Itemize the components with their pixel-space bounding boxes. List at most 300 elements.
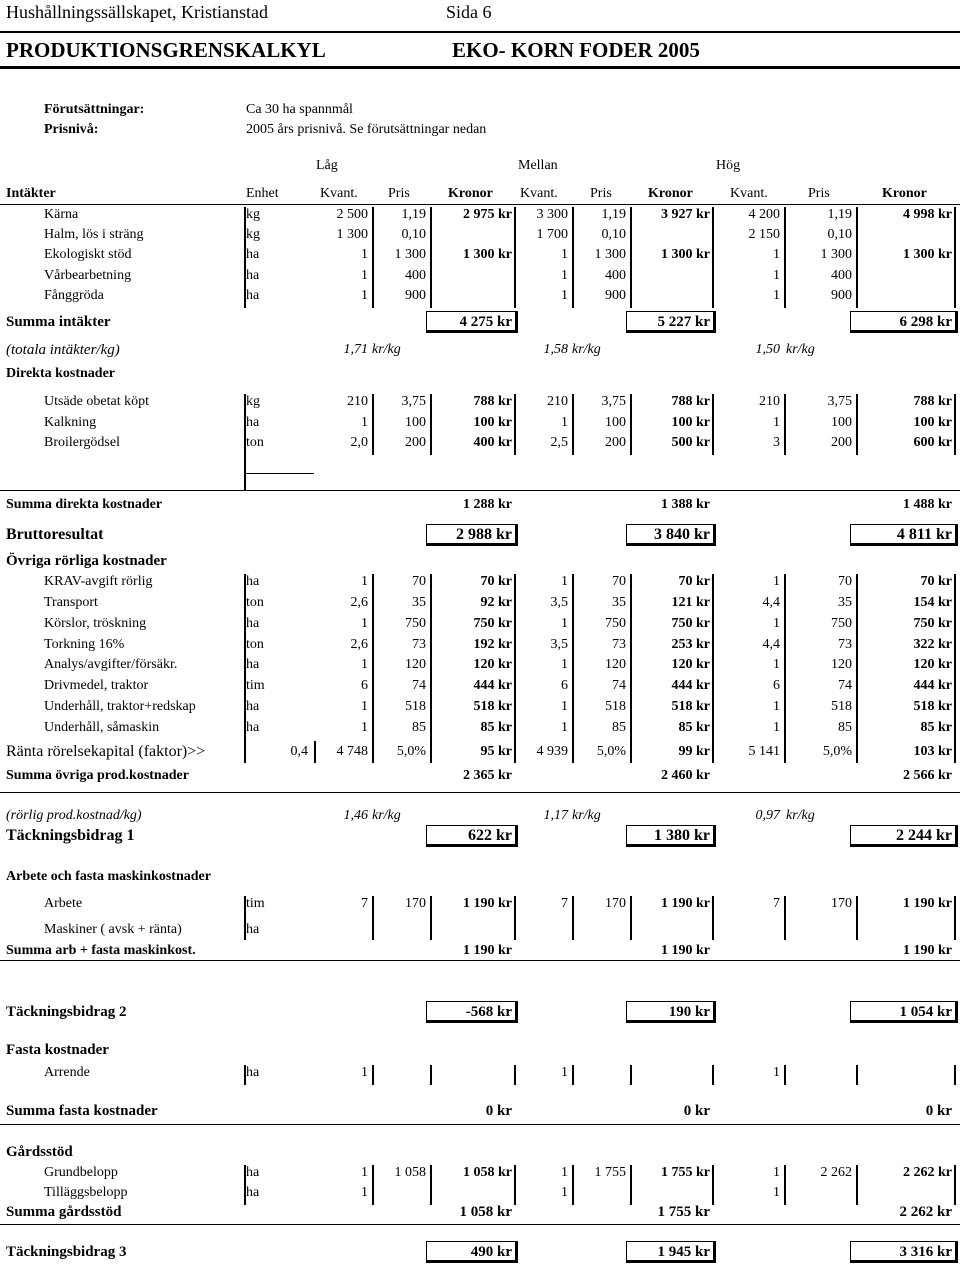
row-label: Utsäde obetat köpt xyxy=(44,394,149,409)
row-label: Kalkning xyxy=(44,415,97,430)
row-cell: 750 xyxy=(605,616,626,631)
row-unit: ha xyxy=(246,574,260,589)
prereq-label: Förutsättningar: xyxy=(44,102,145,117)
ratio-rorlig-label: (rörlig prod.kostnad/kg) xyxy=(6,808,142,823)
row-cell: 1 xyxy=(361,1165,368,1180)
sum-value: 0 kr xyxy=(485,1103,512,1119)
sum-value: 1 054 kr xyxy=(899,1004,952,1020)
section-rule xyxy=(0,490,960,491)
row-cell: 1 xyxy=(561,616,568,631)
row-cell: 170 xyxy=(831,896,852,911)
row-cell: 400 xyxy=(605,268,626,283)
col-unit: Enhet xyxy=(246,186,279,201)
row-unit: ha xyxy=(246,1185,260,1200)
row-cell: 2 975 kr xyxy=(463,207,512,222)
column-rule xyxy=(430,207,432,308)
row-cell: 73 xyxy=(412,637,426,652)
row-cell: 500 kr xyxy=(671,435,710,450)
sum-value: 5 227 kr xyxy=(657,314,710,330)
row-cell: 788 kr xyxy=(473,394,512,409)
row-unit: tim xyxy=(246,896,265,911)
column-rule xyxy=(856,394,858,455)
row-unit: ha xyxy=(246,720,260,735)
column-rule xyxy=(856,1065,858,1085)
row-cell: 200 xyxy=(405,435,426,450)
col-kronor-high: Kronor xyxy=(882,186,927,201)
col-kvant-high: Kvant. xyxy=(730,186,768,201)
row-cell: 1 300 xyxy=(394,247,426,262)
row-cell: 1 xyxy=(773,720,780,735)
row-label: Vårbearbetning xyxy=(44,268,132,283)
prereq-value: Ca 30 ha spannmål xyxy=(246,102,353,117)
row-cell: 1 xyxy=(361,415,368,430)
row-label: Drivmedel, traktor xyxy=(44,678,149,693)
sum-label: Summa arb + fasta maskinkost. xyxy=(6,943,196,958)
col-kvant-mid: Kvant. xyxy=(520,186,558,201)
ratio-intakt-mid: 1,58 xyxy=(543,342,568,357)
section-rule xyxy=(0,960,960,961)
col-kronor-mid: Kronor xyxy=(648,186,693,201)
level-high: Hög xyxy=(716,158,741,173)
row-cell: 750 kr xyxy=(473,616,512,631)
row-cell: 120 kr xyxy=(913,657,952,672)
section-fasta: Fasta kostnader xyxy=(6,1042,109,1058)
row-cell: 1 755 xyxy=(594,1165,626,1180)
column-rule xyxy=(712,741,714,763)
column-rule xyxy=(784,394,786,455)
row-cell: 900 xyxy=(605,288,626,303)
section-gard: Gårdsstöd xyxy=(6,1144,73,1160)
row-cell: 200 xyxy=(605,435,626,450)
row-unit: ha xyxy=(246,1065,260,1080)
section-rule xyxy=(0,1124,960,1125)
ranta-cell: 5,0% xyxy=(596,744,626,759)
row-label: KRAV-avgift rörlig xyxy=(44,574,153,589)
row-cell: 1 xyxy=(773,1065,780,1080)
sum-label: Summa övriga prod.kostnader xyxy=(6,768,189,783)
row-cell: 70 xyxy=(838,574,852,589)
row-cell: 1 xyxy=(773,699,780,714)
row-cell: 0,10 xyxy=(827,227,852,242)
pricelevel-label: Prisnivå: xyxy=(44,122,99,137)
row-cell: 1 xyxy=(361,699,368,714)
sum-value: 4 275 kr xyxy=(459,314,512,330)
row-cell: 750 kr xyxy=(671,616,710,631)
row-cell: 1 xyxy=(561,1185,568,1200)
row-cell: 200 xyxy=(831,435,852,450)
row-cell: 1 xyxy=(773,657,780,672)
row-cell: 518 xyxy=(405,699,426,714)
sum-value: -568 kr xyxy=(465,1004,512,1020)
row-cell: 1 xyxy=(361,657,368,672)
row-label: Underhåll, traktor+redskap xyxy=(44,699,196,714)
row-label: Halm, lös i sträng xyxy=(44,227,144,242)
title-rule-bottom xyxy=(0,66,960,69)
row-cell: 3,75 xyxy=(827,394,852,409)
row-cell: 3,75 xyxy=(401,394,426,409)
ranta-cell: 99 kr xyxy=(678,744,710,759)
column-rule xyxy=(572,1065,574,1085)
row-cell: 70 xyxy=(412,574,426,589)
row-cell: 120 xyxy=(605,657,626,672)
row-cell: 1 xyxy=(361,616,368,631)
row-cell: 100 xyxy=(831,415,852,430)
row-unit: ha xyxy=(246,616,260,631)
row-cell: 4,4 xyxy=(762,637,780,652)
column-rule xyxy=(630,394,632,455)
org-name: Hushållningssällskapet, Kristianstad xyxy=(6,2,268,22)
sum-value: 1 945 kr xyxy=(657,1244,710,1260)
row-cell: 1 xyxy=(361,268,368,283)
sum-value: 2 988 kr xyxy=(456,526,512,543)
row-cell: 120 xyxy=(831,657,852,672)
row-cell: 1 300 kr xyxy=(903,247,952,262)
row-cell: 1 xyxy=(773,247,780,262)
row-cell: 85 xyxy=(612,720,626,735)
sum-value: 3 840 kr xyxy=(654,526,710,543)
sum-value: 1 388 kr xyxy=(661,497,710,512)
col-pris-high: Pris xyxy=(808,186,830,201)
col-pris-low: Pris xyxy=(388,186,410,201)
sum-label: Summa direkta kostnader xyxy=(6,497,163,512)
ratio-rorlig-mid: 1,17 xyxy=(543,808,568,823)
sum-value: 4 811 kr xyxy=(896,526,952,543)
column-rule xyxy=(784,896,786,940)
product-title: EKO- KORN FODER 2005 xyxy=(452,38,700,62)
row-cell: 1 700 xyxy=(536,227,568,242)
column-rule xyxy=(712,207,714,308)
row-cell: 7 xyxy=(361,896,368,911)
column-rule xyxy=(572,1165,574,1205)
row-cell: 70 kr xyxy=(920,574,952,589)
row-cell: 1,19 xyxy=(401,207,426,222)
sum-label: Täckningsbidrag 3 xyxy=(6,1244,127,1260)
row-cell: 1 xyxy=(561,247,568,262)
ratio-intakt-unit: kr/kg xyxy=(786,342,815,357)
column-rule xyxy=(572,207,574,308)
ranta-cell: 4 939 xyxy=(536,744,568,759)
row-cell: 1 190 kr xyxy=(903,896,952,911)
ranta-label: Ränta rörelsekapital (faktor)>> xyxy=(6,743,206,760)
row-cell: 788 kr xyxy=(913,394,952,409)
column-rule xyxy=(372,1065,374,1085)
row-unit: ha xyxy=(246,288,260,303)
column-rule xyxy=(954,741,956,763)
ratio-intakt-high: 1,50 xyxy=(755,342,780,357)
row-cell: 210 xyxy=(347,394,368,409)
column-rule xyxy=(430,574,432,741)
row-cell: 35 xyxy=(838,595,852,610)
column-rule xyxy=(630,1065,632,1085)
row-cell: 3 300 xyxy=(536,207,568,222)
row-cell: 1 300 xyxy=(594,247,626,262)
column-rule xyxy=(856,741,858,763)
column-rule xyxy=(244,574,246,741)
row-cell: 1 xyxy=(561,1065,568,1080)
section-arbete: Arbete och fasta maskinkostnader xyxy=(6,869,211,884)
row-cell: 1,19 xyxy=(601,207,626,222)
row-unit: ha xyxy=(246,657,260,672)
row-cell: 70 xyxy=(612,574,626,589)
row-cell: 0,10 xyxy=(601,227,626,242)
row-cell: 3 xyxy=(773,435,780,450)
row-cell: 100 xyxy=(605,415,626,430)
row-cell: 1 xyxy=(773,268,780,283)
row-cell: 1 xyxy=(561,699,568,714)
cell-rule xyxy=(244,473,314,474)
column-rule xyxy=(784,741,786,763)
section-rule xyxy=(0,792,960,793)
row-cell: 1 xyxy=(561,574,568,589)
row-cell: 3 927 kr xyxy=(661,207,710,222)
column-rule xyxy=(712,574,714,741)
column-rule xyxy=(784,207,786,308)
row-cell: 6 xyxy=(561,678,568,693)
row-cell: 2,6 xyxy=(350,637,368,652)
column-rule xyxy=(372,394,374,455)
row-cell: 85 kr xyxy=(678,720,710,735)
sum-value: 2 365 kr xyxy=(463,768,512,783)
row-cell: 74 xyxy=(612,678,626,693)
column-rule xyxy=(712,1065,714,1085)
row-cell: 518 kr xyxy=(671,699,710,714)
section-ovriga: Övriga rörliga kostnader xyxy=(6,553,167,569)
row-cell: 92 kr xyxy=(480,595,512,610)
row-cell: 85 kr xyxy=(480,720,512,735)
row-cell: 2 150 xyxy=(748,227,780,242)
row-unit: ha xyxy=(246,699,260,714)
row-cell: 1 xyxy=(561,268,568,283)
column-rule xyxy=(954,207,956,308)
ratio-intakt-label: (totala intäkter/kg) xyxy=(6,342,120,358)
column-rule xyxy=(244,1165,246,1205)
sum-value: 2 566 kr xyxy=(903,768,952,783)
row-cell: 1 xyxy=(773,415,780,430)
column-rule xyxy=(514,896,516,940)
row-cell: 100 kr xyxy=(671,415,710,430)
column-rule xyxy=(372,207,374,308)
ranta-cell: 4 748 xyxy=(336,744,368,759)
row-cell: 518 xyxy=(605,699,626,714)
col-pris-mid: Pris xyxy=(590,186,612,201)
title-rule-top xyxy=(0,31,960,33)
row-cell: 74 xyxy=(412,678,426,693)
column-rule xyxy=(630,574,632,741)
sum-label: Täckningsbidrag 2 xyxy=(6,1004,127,1020)
row-cell: 1 190 kr xyxy=(463,896,512,911)
row-cell: 518 kr xyxy=(913,699,952,714)
ratio-intakt-unit: kr/kg xyxy=(572,342,601,357)
row-cell: 1 300 kr xyxy=(661,247,710,262)
row-label: Transport xyxy=(44,595,98,610)
column-rule xyxy=(954,1065,956,1085)
column-rule xyxy=(630,741,632,763)
sum-label: Täckningsbidrag 1 xyxy=(6,827,135,844)
column-rule xyxy=(784,1065,786,1085)
level-mid: Mellan xyxy=(518,158,558,173)
row-cell: 1 xyxy=(361,574,368,589)
row-cell: 1 300 xyxy=(336,227,368,242)
row-cell: 73 xyxy=(612,637,626,652)
row-label: Broilergödsel xyxy=(44,435,120,450)
row-cell: 85 xyxy=(838,720,852,735)
row-cell: 1 xyxy=(361,720,368,735)
col-kronor-low: Kronor xyxy=(448,186,493,201)
row-cell: 750 kr xyxy=(913,616,952,631)
ratio-rorlig-unit: kr/kg xyxy=(572,808,601,823)
sum-value: 2 244 kr xyxy=(896,827,952,844)
row-cell: 2,5 xyxy=(550,435,568,450)
row-cell: 1 xyxy=(561,720,568,735)
row-cell: 1 xyxy=(561,657,568,672)
row-unit: ha xyxy=(246,415,260,430)
sum-value: 0 kr xyxy=(683,1103,710,1119)
sum-value: 3 316 kr xyxy=(899,1244,952,1260)
level-low: Låg xyxy=(316,158,338,173)
row-cell: 1 xyxy=(561,288,568,303)
column-rule xyxy=(430,1065,432,1085)
row-cell: 322 kr xyxy=(913,637,952,652)
row-cell: 4,4 xyxy=(762,595,780,610)
sum-label: Summa gårdsstöd xyxy=(6,1204,122,1220)
row-cell: 1 xyxy=(361,288,368,303)
col-kvant-low: Kvant. xyxy=(320,186,358,201)
column-rule xyxy=(572,896,574,940)
sum-value: 190 kr xyxy=(668,1004,710,1020)
row-cell: 518 kr xyxy=(473,699,512,714)
row-label: Arbete xyxy=(44,896,83,911)
column-rule xyxy=(430,896,432,940)
row-cell: 70 kr xyxy=(678,574,710,589)
row-cell: 74 xyxy=(838,678,852,693)
row-label: Ekologiskt stöd xyxy=(44,247,132,262)
row-cell: 750 xyxy=(405,616,426,631)
column-rule xyxy=(244,896,246,940)
row-cell: 1 xyxy=(361,247,368,262)
column-rule xyxy=(856,1165,858,1205)
ratio-intakt-unit: kr/kg xyxy=(372,342,401,357)
ratio-rorlig-high: 0,97 xyxy=(755,808,780,823)
row-cell: 3,5 xyxy=(550,637,568,652)
column-rule xyxy=(856,574,858,741)
row-cell: 1 xyxy=(773,574,780,589)
column-rule xyxy=(572,574,574,741)
row-cell: 7 xyxy=(773,896,780,911)
column-rule xyxy=(954,1165,956,1205)
row-cell: 120 kr xyxy=(671,657,710,672)
row-cell: 7 xyxy=(561,896,568,911)
row-cell: 444 kr xyxy=(671,678,710,693)
ranta-factor: 0,4 xyxy=(290,744,308,759)
row-cell: 192 kr xyxy=(473,637,512,652)
row-cell: 35 xyxy=(412,595,426,610)
column-rule xyxy=(430,1165,432,1205)
row-unit: kg xyxy=(246,227,260,242)
row-cell: 100 kr xyxy=(473,415,512,430)
row-cell: 750 xyxy=(831,616,852,631)
row-cell: 1 058 xyxy=(394,1165,426,1180)
row-cell: 6 xyxy=(361,678,368,693)
row-cell: 2 500 xyxy=(336,207,368,222)
column-rule xyxy=(244,1065,246,1085)
row-cell: 900 xyxy=(831,288,852,303)
column-rule xyxy=(630,207,632,308)
column-rule xyxy=(514,1065,516,1085)
column-rule xyxy=(430,394,432,455)
row-cell: 0,10 xyxy=(401,227,426,242)
column-rule xyxy=(572,741,574,763)
sum-label: Summa intäkter xyxy=(6,314,111,330)
row-cell: 210 xyxy=(547,394,568,409)
row-label: Fånggröda xyxy=(44,288,104,303)
row-cell: 2,0 xyxy=(350,435,368,450)
row-cell: 2 262 xyxy=(820,1165,852,1180)
sum-value: 1 755 kr xyxy=(657,1204,710,1220)
row-cell: 600 kr xyxy=(913,435,952,450)
column-rule xyxy=(712,896,714,940)
ratio-rorlig-low: 1,46 xyxy=(343,808,368,823)
column-rule xyxy=(244,207,246,308)
row-cell: 1 xyxy=(773,1165,780,1180)
row-cell: 85 kr xyxy=(920,720,952,735)
row-cell: 4 200 xyxy=(748,207,780,222)
row-unit: ton xyxy=(246,637,264,652)
sum-value: 1 488 kr xyxy=(903,497,952,512)
row-cell: 1 xyxy=(561,1165,568,1180)
row-label: Torkning 16% xyxy=(44,637,125,652)
row-cell: 518 xyxy=(831,699,852,714)
row-cell: 1 xyxy=(361,1065,368,1080)
column-rule xyxy=(372,741,374,763)
row-label: Kärna xyxy=(44,207,79,222)
row-cell: 400 xyxy=(831,268,852,283)
row-cell: 1 755 kr xyxy=(661,1165,710,1180)
row-cell: 1 190 kr xyxy=(661,896,710,911)
row-cell: 85 xyxy=(412,720,426,735)
sum-value: 6 298 kr xyxy=(899,314,952,330)
row-cell: 444 kr xyxy=(913,678,952,693)
row-cell: 1 xyxy=(773,616,780,631)
row-cell: 400 kr xyxy=(473,435,512,450)
row-label: Grundbelopp xyxy=(44,1165,118,1180)
column-rule xyxy=(244,394,246,455)
column-rule xyxy=(372,574,374,741)
column-rule xyxy=(244,741,246,763)
column-rule xyxy=(712,1165,714,1205)
row-cell: 1 xyxy=(773,1185,780,1200)
row-unit: ha xyxy=(246,268,260,283)
row-cell: 4 998 kr xyxy=(903,207,952,222)
row-unit: tim xyxy=(246,678,265,693)
ranta-cell: 5 141 xyxy=(748,744,780,759)
ratio-intakt-low: 1,71 xyxy=(343,342,368,357)
header-underline xyxy=(0,204,960,205)
sum-label: Summa fasta kostnader xyxy=(6,1103,158,1119)
row-cell: 1 xyxy=(773,288,780,303)
row-cell: 100 kr xyxy=(913,415,952,430)
column-rule xyxy=(514,1165,516,1205)
row-cell: 170 xyxy=(405,896,426,911)
sum-value: 2 460 kr xyxy=(661,768,710,783)
row-label: Maskiner ( avsk + ränta) xyxy=(44,922,182,937)
sum-value: 622 kr xyxy=(468,827,512,844)
ratio-rorlig-unit: kr/kg xyxy=(372,808,401,823)
row-cell: 1,19 xyxy=(827,207,852,222)
ranta-cell: 5,0% xyxy=(396,744,426,759)
column-rule xyxy=(954,574,956,741)
row-label: Arrende xyxy=(44,1065,90,1080)
row-label: Underhåll, såmaskin xyxy=(44,720,160,735)
